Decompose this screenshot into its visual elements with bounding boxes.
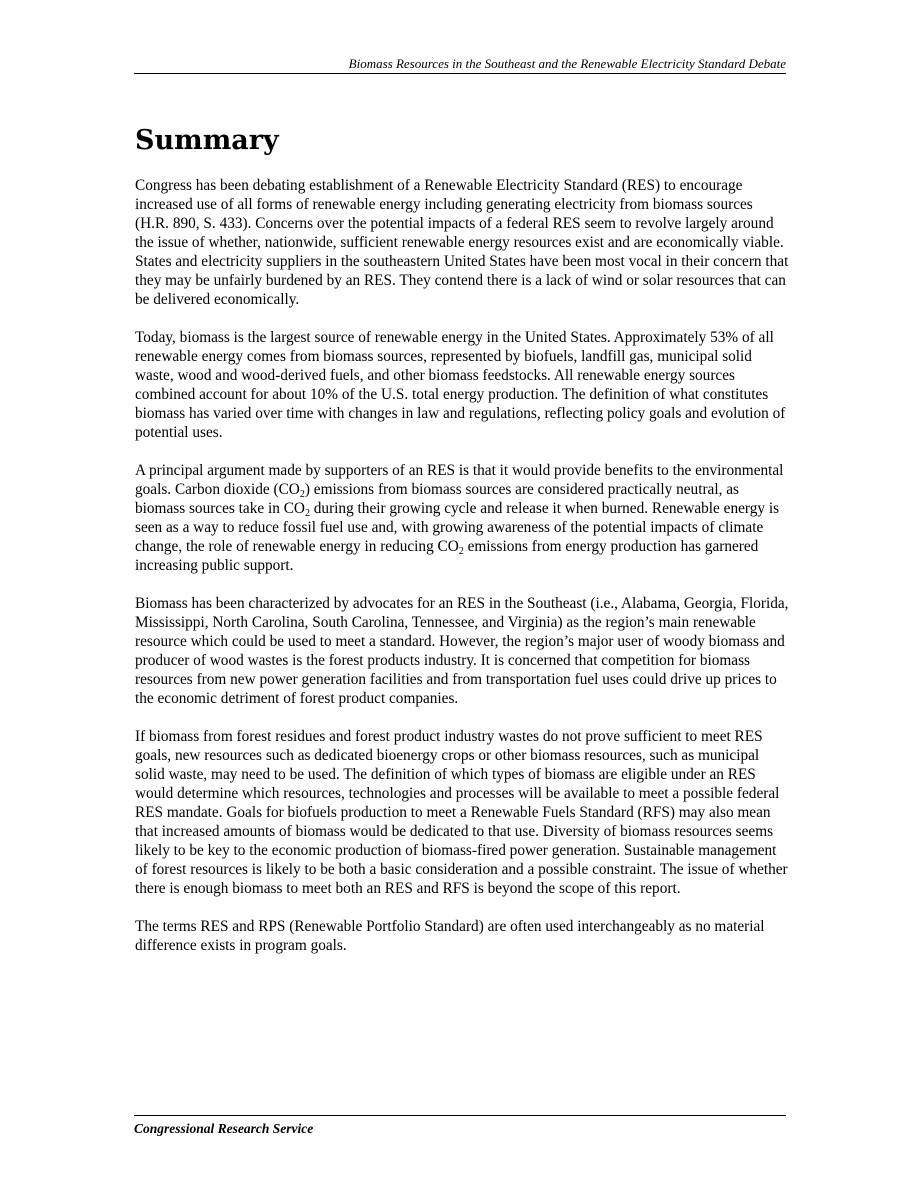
co2-subscript: 2 (458, 546, 464, 557)
co2-subscript: 2 (304, 508, 310, 519)
paragraph-3-text: A principal argument made by supporters of an RES is that it would provide benefits to the environmental goals. Carbon dioxide (CO (135, 462, 784, 498)
paragraph-4: Biomass has been characterized by advocates for an RES in the Southeast (i.e., Alabama, Georgia, Florida, Mississippi, North Carolina, South Carolina, Tennessee, and Virginia) as the region’s main renewable resource which could be used to meet a standard. However, the region’s major user of woody biomass and producer of wood wastes is the forest products industry. It is concerned that competition for biomass resources from new power generation facilities and from transportation fuel uses could drive up prices to the economic detriment of forest product companies. (135, 595, 789, 707)
running-footer (134, 1115, 786, 1137)
paragraph-3-text: emissions from energy production has garnered increasing public support. (135, 538, 759, 574)
paragraph-5: If biomass from forest residues and forest product industry wastes do not prove sufficient to meet RES goals, new resources such as dedicated bioenergy crops or other biomass resources, such as municipal solid waste, may need to be used. The definition of which types of biomass are eligible under an RES would determine which resources, technologies and processes will be available to meet a possible federal RES mandate. Goals for biofuels production to meet a Renewable Fuels Standard (RFS) may also mean that increased amounts of biomass would be dedicated to that use. Diversity of biomass resources seems likely to be key to the economic production of biomass-fired power generation. Sustainable management of forest resources is likely to be both a basic consideration and a possible constraint. The issue of whether there is enough biomass to meet both an RES and RFS is beyond the scope of this report. (135, 728, 788, 897)
footer-organization: Congressional Research Service (134, 1121, 314, 1136)
section-heading: Summary (135, 125, 279, 156)
co2-subscript: 2 (299, 489, 305, 500)
paragraph-1: Congress has been debating establishment of a Renewable Electricity Standard (RES) to encourage increased use of all forms of renewable energy including generating electricity from biomass sources (H.R. 890, S. 433). Concerns over the potential impacts of a federal RES seem to revolve largely around the issue of whether, nationwide, sufficient renewable energy resources exist and are economically viable. States and electricity suppliers in the southeastern United States have been most vocal in their concern that they may be unfairly burdened by an RES. They contend there is a lack of wind or solar resources that can be delivered economically. (135, 177, 789, 308)
paragraph-3 (135, 461, 790, 575)
running-header (134, 56, 786, 74)
paragraph-2: Today, biomass is the largest source of renewable energy in the United States. Approximately 53% of all renewable energy comes from biomass sources, represented by biofuels, landfill gas, municipal solid waste, wood and wood-derived fuels, and other biomass feedstocks. All renewable energy sources combined account for about 10% of the U.S. total energy production. The definition of what constitutes biomass has varied over time with changes in law and regulations, reflecting policy goals and evolution of potential uses. (135, 329, 786, 441)
running-header-title: Biomass Resources in the Southeast and the Renewable Electricity Standard Debate (348, 56, 786, 71)
paragraph-3-text: ) emissions from biomass sources are considered practically neutral, as biomass sources take in CO (135, 481, 739, 517)
summary-body (135, 176, 790, 974)
paragraph-3-text: during their growing cycle and release it when burned. Renewable energy is seen as a way to reduce fossil fuel use and, with growing awareness of the potential impacts of climate change, the role of renewable energy in reducing CO (135, 500, 780, 555)
paragraph-6: The terms RES and RPS (Renewable Portfolio Standard) are often used interchangeably as no material difference exists in program goals. (135, 918, 765, 954)
